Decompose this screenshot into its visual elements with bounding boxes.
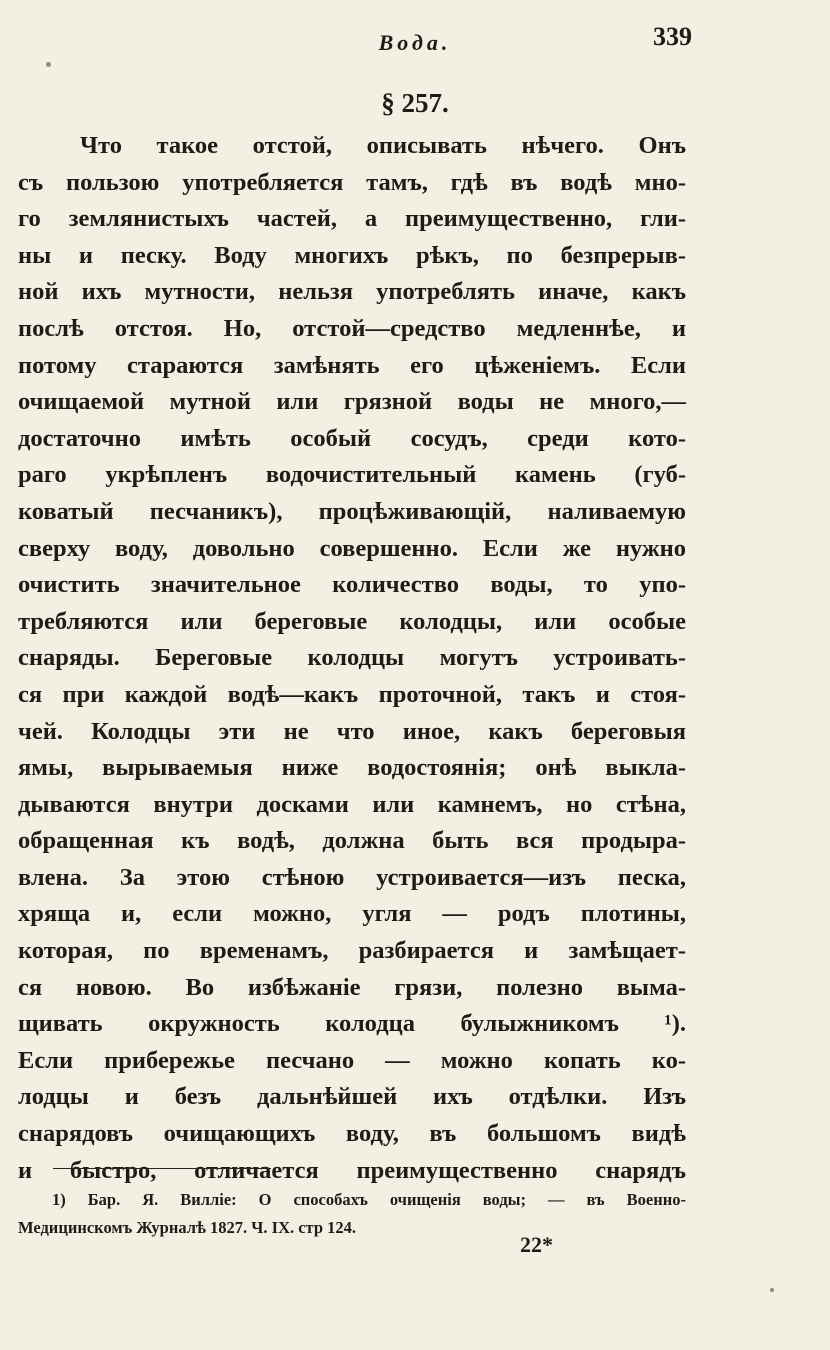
footnote-line: 1) Бар. Я. Вилліе: О способахъ очищенія воды; — въ Военно-: [52, 1190, 686, 1209]
text-line: ной ихъ мутности, нельзя употреблять иначе, какъ: [18, 278, 686, 306]
text-line: лодцы и безъ дальнѣйшей ихъ отдѣлки. Изъ: [18, 1083, 686, 1111]
text-line: требляются или береговые колодцы, или особые: [18, 607, 686, 635]
text-line: Что такое отстой, описывать нѣчего. Онъ: [80, 132, 686, 159]
text-line: щивать окружность колодца булыжникомъ ¹).: [18, 1010, 686, 1038]
text-line: съ пользою употребляется тамъ, гдѣ въ водѣ мно-: [18, 168, 686, 196]
text-line: коватый песчаникъ), процѣживающій, наливаемую: [18, 497, 686, 525]
text-line: хряща и, если можно, угля — родъ плотины,: [18, 900, 686, 928]
paper-speck: [46, 62, 51, 67]
footnote-line: Медицинскомъ Журналѣ 1827. Ч. IX. стр 124.: [18, 1218, 357, 1237]
text-line: ны и песку. Воду многихъ рѣкъ, по безпрерыв-: [18, 241, 686, 269]
text-line: снарядовъ очищающихъ воду, въ большомъ видѣ: [18, 1120, 686, 1148]
text-line: очистить значительное количество воды, то упо-: [18, 571, 686, 599]
body-text: [18, 128, 686, 1189]
text-line: Если прибережье песчано — можно копать ко-: [18, 1046, 686, 1074]
footnote-divider: [53, 1168, 271, 1169]
text-line: ся новою. Во избѣжаніе грязи, полезно выма-: [18, 973, 686, 1001]
text-line: и быстро, отличается преимущественно снарядъ: [18, 1156, 686, 1184]
text-line: обращенная къ водѣ, должна быть вся продыра-: [18, 827, 686, 855]
printer-signature-mark: 22*: [520, 1232, 553, 1257]
text-line: сверху воду, довольно совершенно. Если же нужно: [18, 534, 686, 562]
page-number: 339: [653, 22, 692, 51]
text-line: которая, по временамъ, разбирается и замѣщает-: [18, 937, 686, 965]
text-line: ямы, вырываемыя ниже водостоянія; онѣ выкла-: [18, 754, 686, 782]
text-line: потому стараются замѣнять его цѣженіемъ. Если: [18, 351, 686, 379]
text-line: дываются внутри досками или камнемъ, но стѣна,: [18, 790, 686, 818]
text-line: послѣ отстоя. Но, отстой—средство медленнѣе, и: [18, 314, 686, 342]
section-heading: § 257.: [381, 88, 449, 118]
text-line: раго укрѣпленъ водочистительный камень (губ-: [18, 461, 686, 489]
text-line: очищаемой мутной или грязной воды не много,—: [18, 388, 686, 416]
text-line: влена. За этою стѣною устроивается—изъ песка,: [18, 863, 686, 891]
footnote: [18, 1186, 686, 1242]
text-line: го землянистыхъ частей, а преимущественно, гли-: [18, 205, 686, 233]
text-line: чей. Колодцы эти не что иное, какъ береговыя: [18, 717, 686, 745]
text-line: ся при каждой водѣ—какъ проточной, такъ и стоя-: [18, 680, 686, 708]
running-header-title: Вода.: [378, 30, 452, 55]
text-line: снаряды. Береговые колодцы могутъ устроивать-: [18, 644, 686, 672]
text-line: достаточно имѣть особый сосудъ, среди кото-: [18, 424, 686, 452]
paper-speck: [770, 1288, 774, 1292]
